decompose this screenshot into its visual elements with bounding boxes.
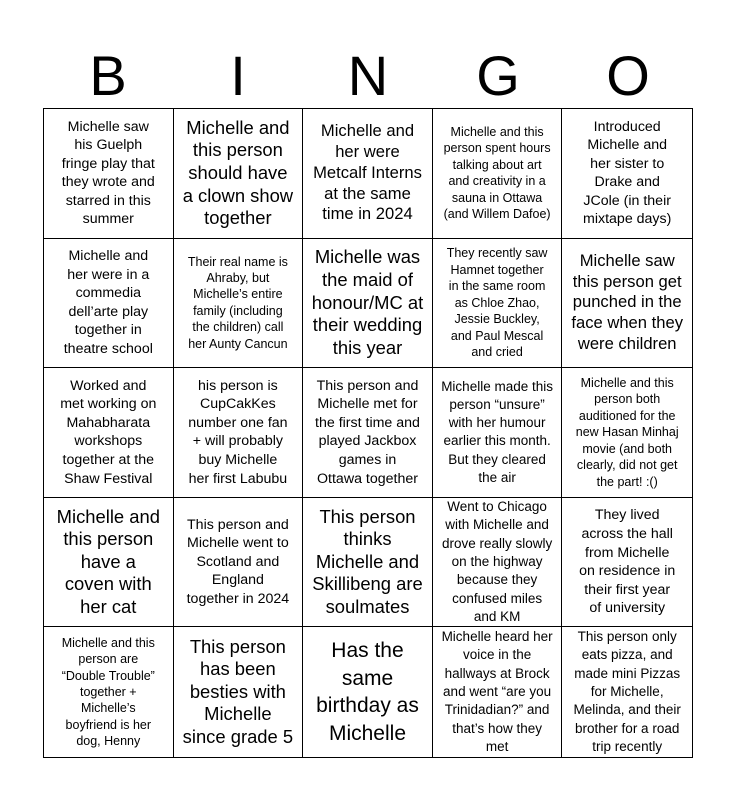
bingo-cell-r4-c1[interactable]: [44, 498, 174, 628]
bingo-cell-text: Michelle and this person spent hours talking about art and creativity in a sauna in Ottawa (and Willem Dafoe): [443, 125, 551, 222]
bingo-cell-r2-c5[interactable]: [562, 239, 692, 369]
bingo-cell-text: Worked and met working on Mahabharata workshops together at the Shaw Festival: [60, 377, 157, 487]
bingo-cell-text: This person only eats pizza, and made mini Pizzas for Michelle, Melinda, and their brother for a road trip recently: [573, 629, 681, 754]
bingo-cell-r3-c1[interactable]: [44, 368, 174, 498]
bingo-cell-text: Michelle made this person “unsure” with her humour earlier this month. But they cleared the air: [441, 378, 553, 486]
bingo-cell-text: This person thinks Michelle and Skillibeng are soulmates: [312, 505, 423, 617]
bingo-cell-r3-c3[interactable]: [303, 368, 433, 498]
bingo-cell-r3-c4[interactable]: [433, 368, 563, 498]
bingo-cell-r4-c3[interactable]: [303, 498, 433, 628]
bingo-cell-text: Michelle was the maid of honour/MC at their wedding this year: [311, 246, 424, 358]
bingo-cell-r2-c2[interactable]: [174, 239, 304, 369]
bingo-cell-r4-c5[interactable]: [562, 498, 692, 628]
bingo-cell-text: This person has been besties with Michelle since grade 5: [182, 635, 294, 748]
bingo-cell-text: Michelle saw this person get punched in the face when they were children: [571, 250, 683, 354]
bingo-cell-text: Has the same birthday as Michelle: [316, 639, 419, 745]
bingo-cell-r4-c2[interactable]: [174, 498, 304, 628]
header-letter-o: O: [606, 44, 650, 107]
bingo-cell-text: Went to Chicago with Michelle and drove really slowly on the highway because they confused miles and KM: [441, 499, 553, 624]
bingo-header: [43, 44, 693, 108]
bingo-cell-text: Michelle saw his Guelph fringe play that they wrote and starred in this summer: [61, 118, 155, 228]
bingo-cell-text: Michelle and this person should have a clown show together: [182, 116, 294, 229]
bingo-cell-text: Michelle and this person are “Double Trouble” together + Michelle’s boyfriend is her dog, Henny: [61, 635, 155, 749]
header-letter-i: I: [230, 44, 246, 107]
bingo-cell-text: Michelle and this person have a coven with her cat: [56, 505, 160, 617]
bingo-cell-text: Their real name is Ahraby, but Michelle’s entire family (including the children) call her Aunty Cancun: [187, 254, 288, 351]
bingo-cell-text: Michelle and her were Metcalf Interns at the same time in 2024: [313, 121, 422, 224]
header-letter-b: B: [89, 44, 127, 107]
bingo-cell-text: Michelle and her were in a commedia dell’arte play together in theatre school: [63, 248, 153, 358]
bingo-cell-r3-c5[interactable]: [562, 368, 692, 498]
bingo-cell-r5-c3[interactable]: [303, 627, 433, 757]
bingo-cell-text: They recently saw Hamnet together in the same room as Chloe Zhao, Jessie Buckley, and Paul Mescal and cried: [446, 246, 548, 359]
bingo-cell-r1-c3[interactable]: [303, 109, 433, 239]
bingo-cell-r4-c4[interactable]: [433, 498, 563, 628]
bingo-cell-text: Michelle heard her voice in the hallways at Brock and went “are you Trinidadian?” and that’s how they met: [441, 629, 553, 754]
bingo-cell-r1-c1[interactable]: [44, 109, 174, 239]
bingo-cell-text: This person and Michelle met for the first time and played Jackbox games in Ottawa together: [315, 377, 420, 487]
bingo-cell-r5-c2[interactable]: [174, 627, 304, 757]
bingo-cell-r2-c1[interactable]: [44, 239, 174, 369]
bingo-cell-r5-c4[interactable]: [433, 627, 563, 757]
bingo-cell-r2-c4[interactable]: [433, 239, 563, 369]
bingo-cell-r1-c4[interactable]: [433, 109, 563, 239]
bingo-cell-text: Michelle and this person both auditioned for the new Hasan Minhaj movie (and both clearly, did not get the part! :(): [575, 376, 679, 489]
header-letter-n: N: [347, 44, 389, 107]
bingo-cell-text: They lived across the hall from Michelle on residence in their first year of university: [579, 507, 676, 617]
bingo-cell-r1-c2[interactable]: [174, 109, 304, 239]
bingo-grid: [43, 108, 693, 758]
header-letter-g: G: [476, 44, 520, 107]
bingo-cell-r1-c5[interactable]: [562, 109, 692, 239]
bingo-cell-text: his person is CupCakKes number one fan + will probably buy Michelle her first Labubu: [188, 377, 288, 487]
bingo-cell-r5-c1[interactable]: [44, 627, 174, 757]
bingo-cell-text: Introduced Michelle and her sister to Drake and JCole (in their mixtape days): [583, 118, 672, 228]
bingo-cell-r5-c5[interactable]: [562, 627, 692, 757]
bingo-cell-r3-c2[interactable]: [174, 368, 304, 498]
bingo-cell-r2-c3[interactable]: [303, 239, 433, 369]
bingo-cell-text: This person and Michelle went to Scotland and England together in 2024: [186, 516, 290, 607]
